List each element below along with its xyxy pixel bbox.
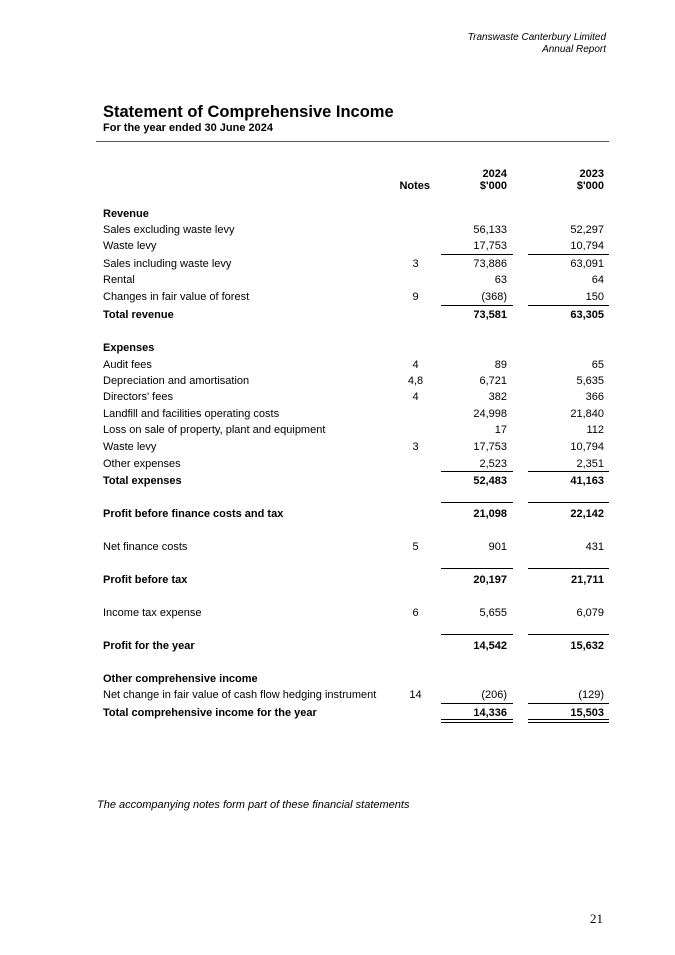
row-label: Net change in fair value of cash flow hedging instrument <box>103 689 377 701</box>
table-row <box>0 423 675 439</box>
total-row <box>0 639 675 655</box>
row-note: 5 <box>412 541 419 553</box>
report-name: Annual Report <box>542 44 606 55</box>
value-2023: 366 <box>585 391 604 403</box>
value-2024: 89 <box>494 359 507 371</box>
total-row <box>0 474 675 490</box>
value-2023: 10,794 <box>570 240 604 252</box>
table-row <box>0 239 675 255</box>
value-2024: 17,753 <box>473 441 507 453</box>
value-2023: 21,711 <box>570 574 604 586</box>
subtotal-rule-2024 <box>441 254 513 255</box>
unit-2023-label: $'000 <box>576 180 604 192</box>
section-heading-oci <box>0 672 675 688</box>
section-heading-expenses <box>0 341 675 357</box>
total-rule-2024 <box>441 703 513 704</box>
value-2024: 901 <box>488 541 507 553</box>
value-2023: 15,632 <box>570 640 604 652</box>
notes-column-header: Notes <box>399 180 430 192</box>
table-row <box>0 390 675 406</box>
total-row <box>0 573 675 589</box>
value-2024: 17,753 <box>473 240 507 252</box>
row-label: Audit fees <box>103 359 152 371</box>
title-divider <box>96 141 609 142</box>
row-label: Waste levy <box>103 240 157 252</box>
row-label: Total comprehensive income for the year <box>103 707 317 719</box>
subtotal-rule-2023 <box>528 634 609 635</box>
year-2023-header <box>528 168 604 192</box>
row-note: 4,8 <box>407 375 424 387</box>
row-label: Changes in fair value of forest <box>103 291 250 303</box>
subtotal-rule-2023 <box>528 502 609 503</box>
row-label: Profit for the year <box>103 640 195 652</box>
table-row <box>0 540 675 556</box>
value-2024: 56,133 <box>473 224 507 236</box>
value-2023: 65 <box>591 359 604 371</box>
row-label: Waste levy <box>103 441 157 453</box>
value-2023: 64 <box>591 274 604 286</box>
row-label: Other expenses <box>103 458 181 470</box>
row-label: Sales excluding waste levy <box>103 224 235 236</box>
value-2024: 5,655 <box>479 607 507 619</box>
value-2023: 22,142 <box>570 508 604 520</box>
subtotal-rule-2024 <box>441 502 513 503</box>
row-note: 4 <box>412 359 419 371</box>
table-row <box>0 606 675 622</box>
double-rule-2023 <box>528 719 609 723</box>
section-heading-revenue <box>0 207 675 223</box>
row-label: Rental <box>103 274 135 286</box>
table-row <box>0 358 675 374</box>
value-2024: 14,336 <box>473 707 507 719</box>
value-2024: 14,542 <box>473 640 507 652</box>
value-2024: 382 <box>488 391 507 403</box>
value-2023: 5,635 <box>576 375 604 387</box>
value-2024: (206) <box>481 689 507 701</box>
row-label: Profit before tax <box>103 574 188 586</box>
value-2023: 112 <box>586 424 604 436</box>
row-label: Net finance costs <box>103 541 188 553</box>
value-2024: 20,197 <box>473 574 507 586</box>
row-label: Total revenue <box>103 309 174 321</box>
value-2023: 431 <box>585 541 604 553</box>
value-2024: 73,581 <box>473 309 507 321</box>
value-2024: 17 <box>494 424 507 436</box>
total-rule-2024 <box>441 471 513 472</box>
table-row <box>0 273 675 289</box>
table-row <box>0 223 675 239</box>
footnote: The accompanying notes form part of these financial statements <box>97 799 410 811</box>
total-row <box>0 507 675 523</box>
year-2023-label: 2023 <box>579 168 604 180</box>
row-note: 9 <box>412 291 419 303</box>
row-label: Other comprehensive income <box>103 673 258 685</box>
total-rule-2024 <box>441 305 513 306</box>
value-2023: (129) <box>578 689 604 701</box>
total-rule-2023 <box>528 305 609 306</box>
value-2024: 2,523 <box>479 458 507 470</box>
row-note: 14 <box>409 689 422 701</box>
row-note: 3 <box>412 258 419 270</box>
statement-title: Statement of Comprehensive Income <box>103 103 394 121</box>
page-number: 21 <box>590 911 603 926</box>
value-2023: 15,503 <box>570 707 604 719</box>
value-2023: 6,079 <box>576 607 604 619</box>
row-label: Profit before finance costs and tax <box>103 508 284 520</box>
value-2023: 63,305 <box>570 309 604 321</box>
value-2023: 21,840 <box>570 408 604 420</box>
total-row <box>0 308 675 324</box>
year-2024-label: 2024 <box>482 168 507 180</box>
value-2023: 10,794 <box>570 441 604 453</box>
table-row <box>0 290 675 306</box>
total-rule-2023 <box>528 471 609 472</box>
value-2024: 52,483 <box>473 475 507 487</box>
row-label: Depreciation and amortisation <box>103 375 250 387</box>
table-row <box>0 374 675 390</box>
statement-subtitle: For the year ended 30 June 2024 <box>103 122 273 134</box>
value-2024: 63 <box>494 274 507 286</box>
report-header <box>468 32 606 56</box>
table-row <box>0 440 675 456</box>
table-row <box>0 688 675 704</box>
value-2024: 24,998 <box>473 408 507 420</box>
row-note: 3 <box>412 441 419 453</box>
row-label: Revenue <box>103 208 149 220</box>
value-2023: 2,351 <box>576 458 604 470</box>
row-label: Income tax expense <box>103 607 202 619</box>
value-2024: 21,098 <box>473 508 507 520</box>
value-2024: 73,886 <box>473 258 507 270</box>
row-note: 4 <box>412 391 419 403</box>
row-label: Sales including waste levy <box>103 258 232 270</box>
value-2024: 6,721 <box>479 375 507 387</box>
value-2024: (368) <box>481 291 507 303</box>
row-label: Loss on sale of property, plant and equipment <box>103 424 326 436</box>
subtotal-rule-2024 <box>441 568 513 569</box>
value-2023: 150 <box>585 291 604 303</box>
value-2023: 63,091 <box>570 258 604 270</box>
double-rule-2024 <box>441 719 513 723</box>
table-row <box>0 407 675 423</box>
value-2023: 41,163 <box>570 475 604 487</box>
row-label: Total expenses <box>103 475 182 487</box>
row-label: Expenses <box>103 342 155 354</box>
subtotal-rule-2023 <box>528 254 609 255</box>
subtotal-rule-2023 <box>528 568 609 569</box>
row-label: Landfill and facilities operating costs <box>103 408 280 420</box>
company-name: Transwaste Canterbury Limited <box>467 32 606 43</box>
table-row <box>0 257 675 273</box>
unit-2024-label: $'000 <box>479 180 507 192</box>
row-label: Directors' fees <box>103 391 173 403</box>
subtotal-rule-2024 <box>441 634 513 635</box>
year-2024-header <box>441 168 507 192</box>
row-note: 6 <box>412 607 419 619</box>
value-2023: 52,297 <box>570 224 604 236</box>
total-rule-2023 <box>528 703 609 704</box>
